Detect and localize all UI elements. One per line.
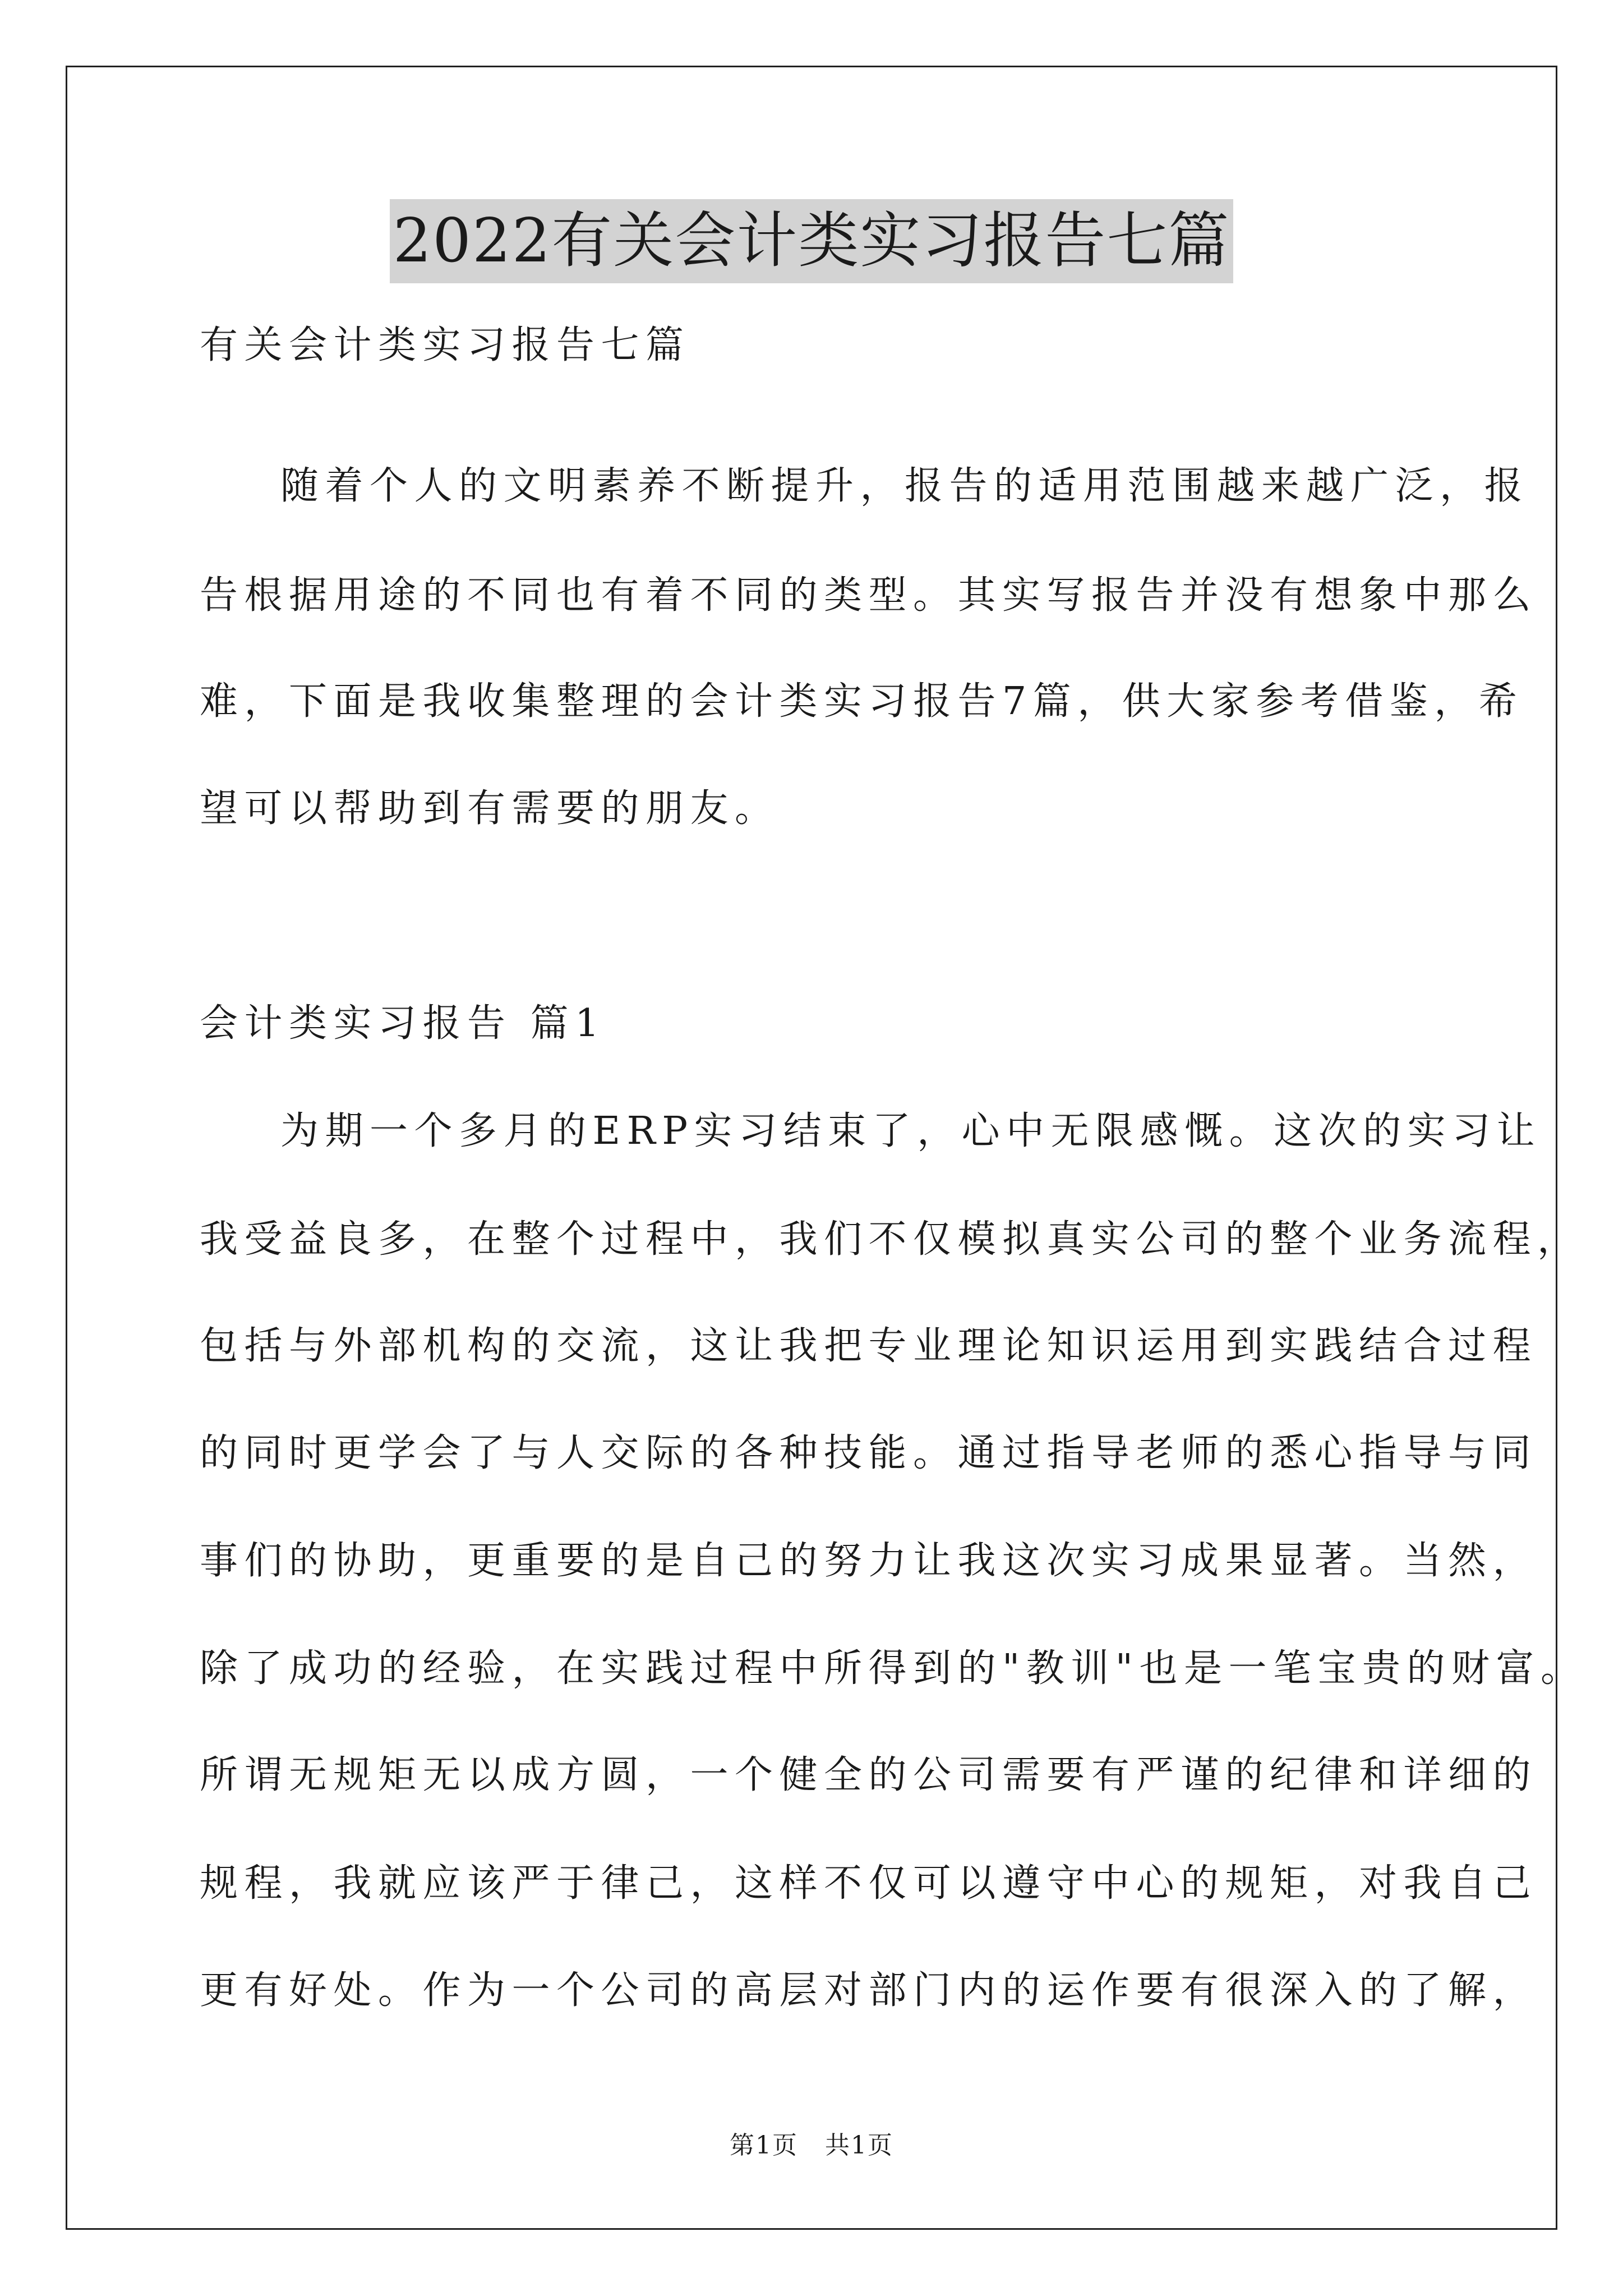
title-container xyxy=(0,199,1623,283)
body-line: 包括与外部机构的交流，这让我把专业理论知识运用到实践结合过程 xyxy=(200,1324,1538,1368)
body-line: 更有好处。作为一个公司的高层对部门内的运作要有很深入的了解， xyxy=(200,1968,1538,2013)
body-line: 为期一个多月的ERP实习结束了，心中无限感慨。这次的实习让 xyxy=(280,1109,1542,1153)
document-title: 2022有关会计类实习报告七篇 xyxy=(390,199,1234,283)
section-heading: 会计类实习报告 篇1 xyxy=(200,1001,606,1046)
page-number: 第1页 共1页 xyxy=(730,2131,893,2160)
body-line: 所谓无规矩无以成方圆，一个健全的公司需要有严谨的纪律和详细的 xyxy=(200,1753,1538,1797)
body-line: 我受益良多，在整个过程中，我们不仅模拟真实公司的整个业务流程， xyxy=(200,1217,1582,1262)
intro-line: 难，下面是我收集整理的会计类实习报告7篇，供大家参考借鉴，希 xyxy=(200,679,1524,724)
intro-line: 望可以帮助到有需要的朋友。 xyxy=(200,786,780,831)
intro-line: 告根据用途的不同也有着不同的类型。其实写报告并没有想象中那么 xyxy=(200,573,1538,618)
document-subtitle: 有关会计类实习报告七篇 xyxy=(200,323,690,367)
body-line: 除了成功的经验，在实践过程中所得到的"教训"也是一笔宝贵的财富。 xyxy=(200,1646,1585,1691)
intro-line: 随着个人的文明素养不断提升，报告的适用范围越来越广泛，报 xyxy=(280,464,1529,508)
body-line: 规程，我就应该严于律己，这样不仅可以遵守中心的规矩，对我自己 xyxy=(200,1861,1538,1906)
body-line: 的同时更学会了与人交际的各种技能。通过指导老师的悉心指导与同 xyxy=(200,1431,1538,1475)
body-line: 事们的协助，更重要的是自己的努力让我这次实习成果显著。当然， xyxy=(200,1539,1538,1583)
